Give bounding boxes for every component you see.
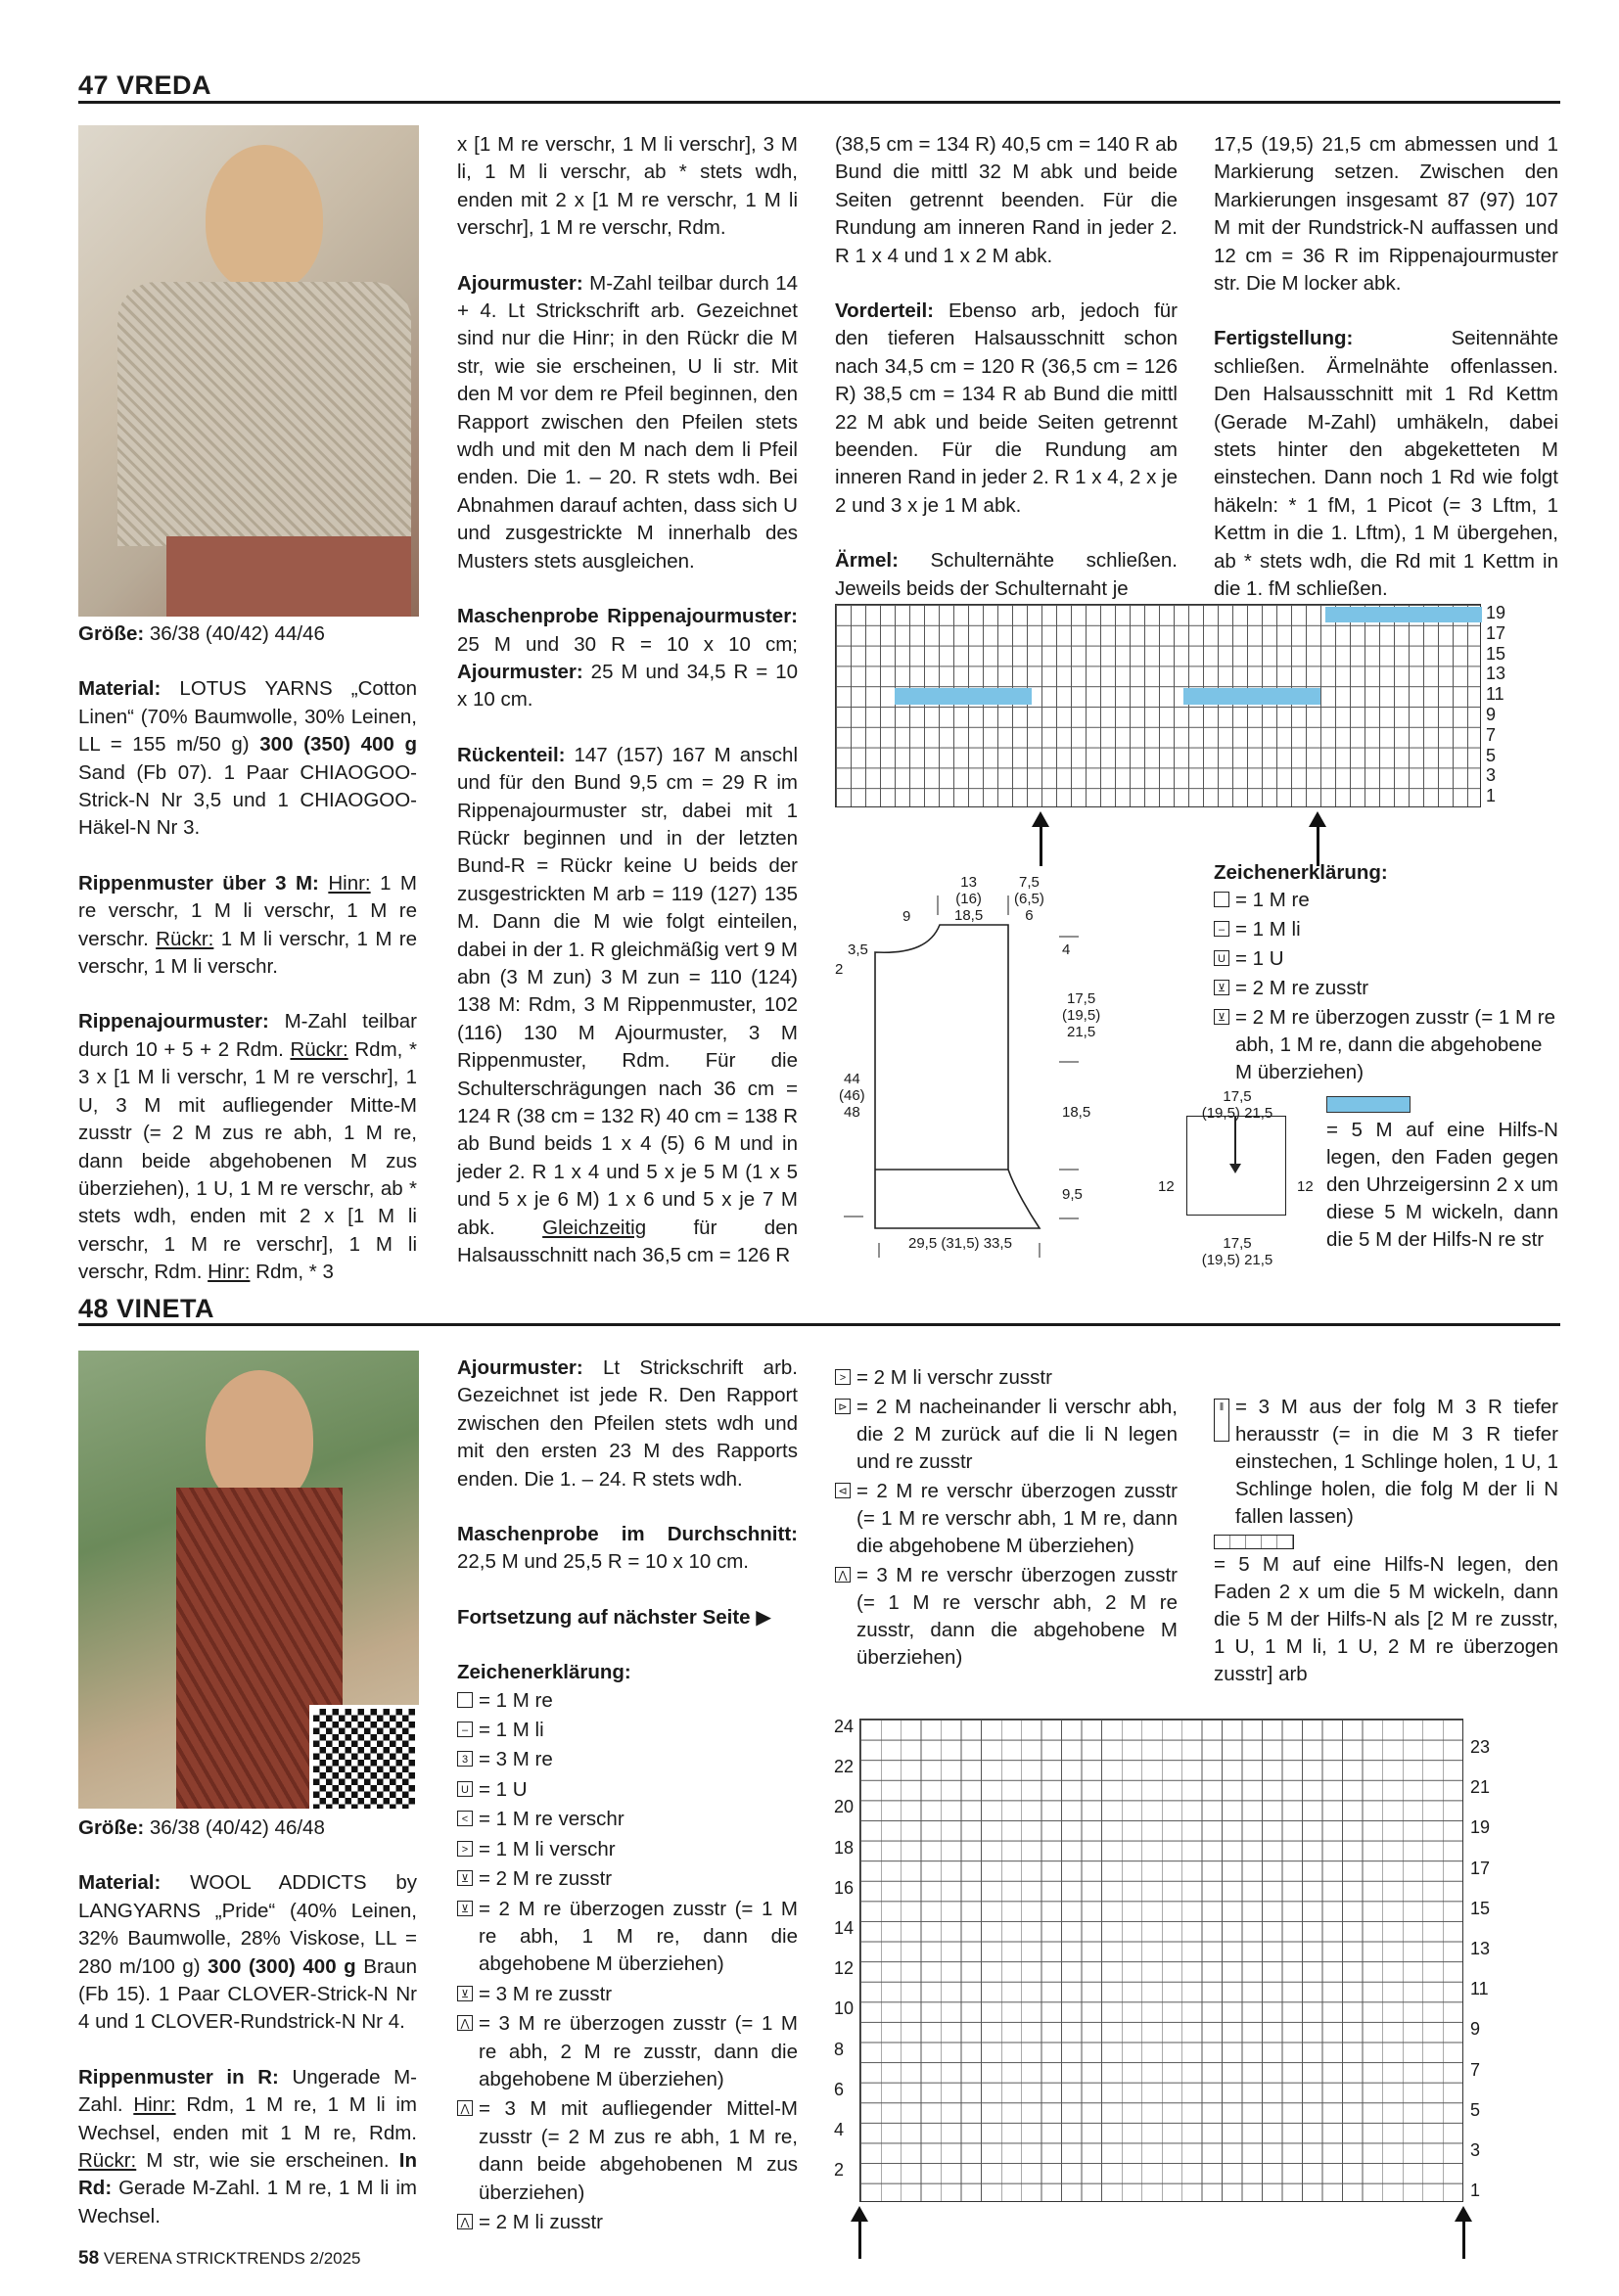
purl2tog-tbl-icon: > (835, 1369, 851, 1385)
column-48-2: Ajourmuster: Lt Strickschrift arb. Gezeichnet ist jede R. Den Rapport zwischen den Pfeilen stets wdh und mit den ersten 23 M des Rapports enden. Die 1. – 24. R stets wdh. Maschenprobe im Durchschnitt: 22,5 M und 25,5 R = 10 x 10 cm. Fortsetzung auf nächster Seite ▶ Zeichenerklärung: = 1 M re – = 1 M li 3 = 3 M re U = 1 U < = 1 M re verschr > = 1 M li verschr ⊻ = 2 M re zusstr ⊻ = 2 M re überzogen zusstr (= 1 M re abh, 1 M re, dann die abgehobene M überziehen) ⊻ = 3 M re zusstr ⋀ = 3 M re überzogen zusstr (= 1 M re abh, 2 M re zusstr, dann die abgehobene M überziehen) ⋀ = 3 M mit aufliegender Mittel-M zusstr (= 2 M zus re abh, 1 M re, dann beide abgehobenen M zus überziehen) ⋀ = 2 M li zusstr (457, 1355, 798, 2238)
stitch-symbol-icon: ⊻ (457, 1870, 473, 1886)
stitch-symbol-icon: ⋀ (457, 2100, 473, 2116)
legend-item: = 1 M re (457, 1687, 798, 1715)
chart-row-number: 11 (1470, 1979, 1489, 1999)
chart-row-number: 22 (834, 1757, 855, 1777)
knitting-chart-vreda (835, 604, 1481, 807)
legend-item: ⋀ = 3 M re überzogen zusstr (= 1 M re abh, 2 M re zusstr, dann die abgehobene M überziehen) (457, 2010, 798, 2093)
legend-item: ⊻ = 2 M re zusstr (457, 1865, 798, 1893)
column-48-3: > = 2 M li verschr zusstr ⊳ = 2 M nacheinander li verschr abh, die 2 M zurück auf die li N legen und re zusstr ⊲ = 2 M re verschr überzogen zusstr (= 1 M re verschr abh, 1 M re, dann die abgehobene M überziehen) ⋀ = 3 M re verschr überzogen zusstr (= 1 M re verschr abh, 2 M re zusstr, dann die abgehobene M überziehen) (835, 1364, 1178, 1674)
chart-row-number: 23 (1470, 1737, 1491, 1757)
chart-row-number: 13 (1486, 664, 1506, 684)
blue-cells-key-icon (1326, 1096, 1411, 1113)
chart-row-number: 3 (1470, 2140, 1481, 2160)
chart-row-number: 15 (1470, 1898, 1491, 1918)
section-title-48: 48 VINETA (78, 1294, 215, 1323)
wrap-5-stitches-icon (1214, 1535, 1294, 1549)
legend-item: – = 1 M li (457, 1717, 798, 1744)
section-rule (78, 1323, 1560, 1326)
chart-row-number: 20 (834, 1797, 855, 1817)
stitch-symbol-icon: ⊻ (457, 1901, 473, 1916)
stitch-symbol-icon: 3 (457, 1751, 473, 1767)
chart-row-number: 12 (834, 1958, 855, 1979)
legend-47: Zeichenerklärung: = 1 M re – = 1 M li U = 1 U ⊻ = 2 M re zusstr ⊻ = 2 M re überzogen zusstr (= 1 M re abh, 1 M re, dann die abgehobene M überziehen) = 5 M auf eine Hilfs-N legen, den Faden gegen den Uhrzeigersinn 2 x um diese 5 M wickeln, dann die 5 M der Hilfs-N re str (1214, 861, 1558, 1251)
knitting-chart-vineta (859, 1719, 1463, 2202)
yarn-over-icon: U (1214, 950, 1229, 966)
legend-item: U = 1 U (457, 1776, 798, 1804)
chart-row-number: 17 (1470, 1858, 1491, 1878)
chart-row-number: 10 (834, 1998, 855, 2019)
column-48-1: Größe: 36/38 (40/42) 46/48 Material: WOOL ADDICTS by LANGYARNS „Pride“ (40% Leinen, 32% Baumwolle, 28% Viskose, LL = 280 m/100 g) 300 (300) 400 g Braun (Fb 15). 1 Paar CLOVER-Strick-N Nr 4 und 1 CLOVER-Rundstrick-N Nr 4. Rippenmuster in R: Ungerade M-Zahl. Hinr: Rdm, 1 M re, 1 M li im Wechsel, enden mit 1 M re, Rdm. Rückr: M str, wie sie erscheinen. In Rd: Gerade M-Zahl. 1 M re, 1 M li im Wechsel. (78, 1816, 418, 2227)
legend-item: ⋀ = 3 M mit aufliegender Mittel-M zusstr (= 2 M zus re abh, 1 M re, dann beide abgehobenen M zus überziehen) (457, 2095, 798, 2207)
sk2p-tbl-icon: ⋀ (835, 1567, 851, 1583)
k2tog-icon: ⊻ (1214, 980, 1229, 995)
chart-row-number: 15 (1486, 643, 1506, 664)
chart-row-number: 21 (1470, 1777, 1491, 1798)
chart-row-number: 8 (834, 2039, 845, 2059)
chart-row-number: 5 (1486, 745, 1497, 765)
chart-row-number: 19 (1486, 603, 1506, 622)
ssk-tbl-icon: ⊲ (835, 1483, 851, 1498)
chart-blue-cells (1325, 607, 1482, 622)
stitch-symbol-icon: ⊻ (457, 1986, 473, 2001)
column-47-1: Größe: 36/38 (40/42) 44/46 Material: LOTUS YARNS „Cotton Linen“ (70% Baumwolle, 30% Leinen, LL = 155 m/50 g) 300 (350) 400 g Sand (Fb 07). 1 Paar CHIAOGOO-Strick-N Nr 3,5 und 1 CHIAOGOO-Häkel-N Nr 3. Rippenmuster über 3 M: Hinr: 1 M re verschr, 1 M li verschr, 1 M re verschr. Rückr: 1 M li verschr, 1 M re verschr, 1 M li verschr. Rippenajourmuster: M-Zahl teilbar durch 10 + 5 + 2 Rdm. Rückr: Rdm, * 3 x [1 M li verschr, 1 M re verschr], 1 U, 3 M mit aufliegender Mitte-M zusstr (= 2 M zus re abh, 1 M re, dann beide abgehobenen M zus überziehen), 1 U, 1 M re verschr, ab * stets wdh, enden mit 2 x [1 M li verschr, 1 M re verschr], 1 M li verschr, Rdm. Hinr: Rdm, * 3 (78, 622, 418, 1284)
qr-code-icon[interactable] (309, 1705, 419, 1809)
chart-row-number: 24 (834, 1717, 855, 1736)
stitch-symbol-icon: > (457, 1841, 473, 1857)
chart-row-number: 3 (1486, 765, 1497, 786)
stitch-symbol-icon: U (457, 1781, 473, 1797)
chart-row-number: 14 (834, 1918, 855, 1938)
chart-row-number: 2 (834, 2160, 845, 2181)
stitch-symbol-icon: ⋀ (457, 2214, 473, 2229)
stitch-symbol-icon: – (457, 1722, 473, 1737)
chart-row-number: 5 (1470, 2099, 1481, 2120)
section-title-47: 47 VREDA (78, 70, 212, 100)
repeat-arrow-right (1462, 2220, 1465, 2259)
purl-symbol-icon: – (1214, 921, 1229, 937)
chart-blue-cells (1183, 688, 1320, 705)
chart-row-number: 1 (1486, 786, 1497, 806)
legend-item: ⊻ = 2 M re überzogen zusstr (= 1 M re abh, 1 M re, dann die abgehobene M überziehen) (457, 1896, 798, 1979)
chart-row-number: 1 (1470, 2181, 1481, 2201)
chart-row-number: 13 (1470, 1939, 1491, 1958)
legend-item: ⊻ = 3 M re zusstr (457, 1981, 798, 2008)
chart-row-number: 16 (834, 1877, 855, 1898)
legend-item: < = 1 M re verschr (457, 1806, 798, 1833)
legend-item: > = 1 M li verschr (457, 1836, 798, 1863)
section-rule (78, 101, 1560, 104)
legend-item: ⋀ = 2 M li zusstr (457, 2209, 798, 2236)
chart-row-number: 9 (1486, 705, 1497, 724)
column-47-3: (38,5 cm = 134 R) 40,5 cm = 140 R ab Bund die mittl 32 M abk und beide Seiten getrennt beenden. Für die Rundung am inneren Rand in jeder 2. R 1 x 4 und 1 x 2 M abk. Vorderteil: Ebenso arb, jedoch für den tieferen Halsausschnitt schon nach 34,5 cm = 120 R (36,5 cm = 126 R) 38,5 cm = 134 R ab Bund die mittl 22 M abk und beide Seiten getrennt beenden. Für die Rundung am inneren Rand in jeder 2. R 1 x 4, 2 x je 2 und 3 x je 1 M abk. Ärmel: Schulternähte schließen. Jeweils beids der Schulternaht je (835, 133, 1178, 600)
chart-row-number: 18 (834, 1837, 855, 1858)
ssk-icon: ⊻ (1214, 1009, 1229, 1025)
drop-stitch-icon: ‖ (1214, 1399, 1229, 1442)
column-47-2: x [1 M re verschr, 1 M li verschr], 3 M li, 1 M li verschr, ab * stets wdh, enden mit 2 x [1 M re verschr, 1 M li verschr], 1 M re verschr, Rdm. Ajourmuster: M-Zahl teilbar durch 14 + 4. Lt Strickschrift arb. Gezeichnet sind nur die Hinr; in den Rückr die M str, wie sie erscheinen, U li str. Mit den M vor dem re Pfeil beginnen, den Rapport zwischen den Pfeilen stets wdh und mit den M nach dem li Pfeil enden. Die 1. – 20. R stets wdh. Bei Abnahmen darauf achten, dass sich U und zusgestrickte M innerhalb des Musters stets ausgleichen. Maschenprobe Rippenajourmuster: 25 M und 30 R = 10 x 10 cm; Ajourmuster: 25 M und 34,5 R = 10 x 10 cm. Rückenteil: 147 (157) 167 M anschl und für den Bund 9,5 cm = 29 R im Rippenajourmuster str, dabei mit 1 Rückr beginnen und in der letzten Bund-R = Rückr keine U beids der zusgestrickten M arb = 119 (127) 135 M. Dann die M wie folgt einteilen, dabei in der 1. R gleichmäßig vert 9 M abn (3 M zun) 3 M zun = 110 (124) 138 M: Rdm, 3 M Rippenmuster, 102 (116) 130 M Ajourmuster, 3 M Rippenmuster, Rdm. Für die Schulterschrägungen nach 36 cm = 124 R (38 cm = 132 R) 40 cm = 138 R ab Bund beids 1 x 4 (5) 6 M und in jeder 2. R 1 x 4 und 5 x je 5 M (1 x 5 und 5 x je 6 M) 1 x 6 und 5 x je 7 M abk. Gleichzeitig für den Halsausschnitt nach 36,5 cm = 126 R (457, 133, 798, 1267)
chart-row-number: 17 (1486, 622, 1506, 643)
chart-row-number: 4 (834, 2120, 845, 2139)
column-47-4: 17,5 (19,5) 21,5 cm abmessen und 1 Markierung setzen. Zwischen den Markierungen insgesamt 87 (97) 107 M mit der Rundstrick-N auffassen und 12 cm = 36 R im Rippenajourmuster str. Die M locker abk. Fertigstellung: Seitennähte schließen. Ärmelnähte offenlassen. Den Halsausschnitt mit 1 Rd Kettm (Gerade M-Zahl) umhäkeln, dabei stets hinter den abgeketteten M einstechen. Dann noch 1 Rd wie folgt häkeln: * 1 fM, 1 Picot (= 3 Lftm, 1 Kettm in die 1. Lftm), 1 M übergehen, ab * stets wdh, die Rd mit 1 Kettm in die 1. fM schließen. (1214, 133, 1558, 601)
chart-row-number: 7 (1470, 2059, 1481, 2080)
model-photo-vineta (78, 1351, 419, 1809)
chart-row-number: 7 (1486, 724, 1497, 745)
model-photo-vreda (78, 125, 419, 617)
legend-item: 3 = 3 M re (457, 1746, 798, 1773)
repeat-arrow-left (1040, 825, 1042, 866)
chart-blue-cells (895, 688, 1032, 705)
stitch-symbol-icon: ⋀ (457, 2015, 473, 2031)
repeat-arrow-left (858, 2220, 861, 2259)
page-footer: 58 VERENA STRICKTRENDS 2/2025 (78, 2248, 361, 2269)
column-48-4: ‖ = 3 M aus der folg M 3 R tiefer herausstr (= in die M 3 R tiefer einstechen, 1 Schlinge holen, 1 U, 1 Schlinge holen, die folg M der li N fallen lassen) = 5 M auf eine Hilfs-N legen, den Faden 2 x um die 5 M wickeln, dann die 5 M der Hilfs-N als [2 M re zusstr, 1 U, 1 M li, 1 U, 2 M re überzogen zusstr] arb (1214, 1396, 1558, 1685)
chart-row-number: 6 (834, 2079, 845, 2099)
stitch-symbol-icon (457, 1692, 473, 1708)
stitch-symbol-icon: < (457, 1811, 473, 1826)
schematic-body-outline (844, 876, 1196, 1267)
chart-row-number: 11 (1486, 684, 1504, 705)
knit-symbol-icon (1214, 892, 1229, 907)
chart-row-number: 9 (1470, 2019, 1481, 2040)
chart-row-number: 19 (1470, 1817, 1491, 1838)
slip-purl-tbl-icon: ⊳ (835, 1399, 851, 1414)
